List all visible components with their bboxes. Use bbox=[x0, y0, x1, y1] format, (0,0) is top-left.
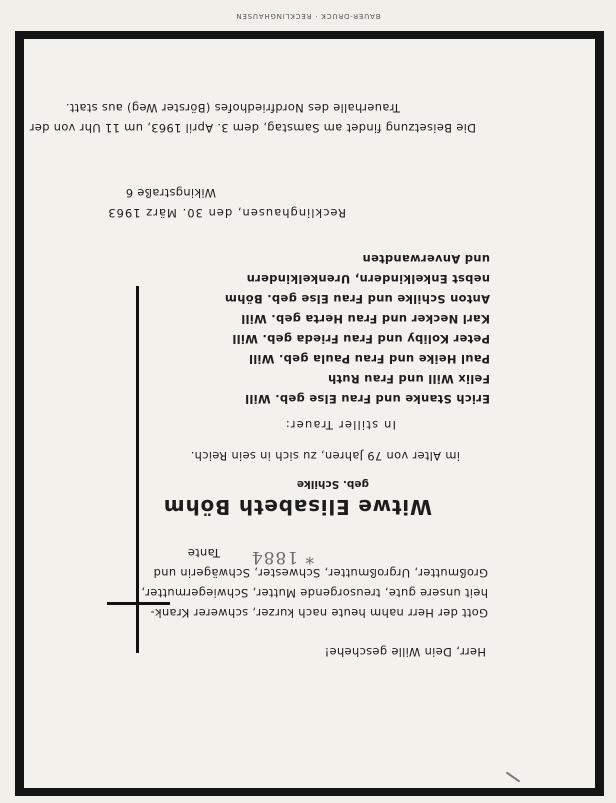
place-date-line: Recklinghausen, den 30. März 1963 bbox=[107, 206, 346, 220]
funeral-line-2: Trauerhalle des Nordfriedhofes (Börster Weg) aus statt. bbox=[65, 101, 400, 115]
mourner-6: Anton Schilke und Frau Else geb. Böhm bbox=[224, 292, 490, 306]
cross-horizontal-bar bbox=[107, 602, 170, 605]
mourning-heading: In stiller Trauer: bbox=[284, 418, 396, 432]
cross-vertical-bar bbox=[136, 286, 139, 653]
intro-line-1: Gott der Herr nahm heute nach kurzer, schwerer Krank- bbox=[150, 606, 488, 620]
address-line: Wikingstraße 6 bbox=[125, 186, 216, 200]
deceased-name: Witwe Elisabeth Böhm bbox=[163, 495, 432, 519]
mourner-4: Peter Koliby und Frau Frieda geb. Will bbox=[232, 332, 490, 346]
maiden-name: geb. Schilke bbox=[296, 478, 369, 490]
mourner-3: Paul Heike und Frau Paula geb. Will bbox=[248, 352, 490, 366]
age-line: im Alter von 79 Jahren, zu sich in sein Reich. bbox=[190, 449, 460, 463]
motto-line: Herr, Dein Wille geschehe! bbox=[324, 645, 486, 659]
intro-line-4: Tante bbox=[187, 546, 220, 560]
mourner-7: nebst Enkelkindern, Urenkelkindern bbox=[246, 272, 490, 286]
mourner-5: Karl Necker und Frau Herta geb. Will bbox=[241, 312, 490, 326]
mourner-1: Erich Stanke und Frau Else geb. Will bbox=[244, 392, 490, 406]
funeral-line-1: Die Beisetzung findet am Samstag, dem 3. April 1963, um 11 Uhr von der bbox=[29, 121, 476, 135]
printer-imprint: BAUER-DRUCK · RECKLINGHAUSEN bbox=[235, 12, 381, 20]
mourner-2: Felix Will und Frau Ruth bbox=[327, 372, 490, 386]
mourner-8: und Anverwandten bbox=[362, 252, 490, 266]
handwritten-birth-year: * 1884 bbox=[250, 547, 314, 567]
intro-line-3: Großmutter, Urgroßmutter, Schwester, Schwägerin und bbox=[153, 566, 488, 580]
intro-line-2: heit unsere gute, treusorgende Mutter, Schwiegermutter, bbox=[141, 586, 488, 600]
